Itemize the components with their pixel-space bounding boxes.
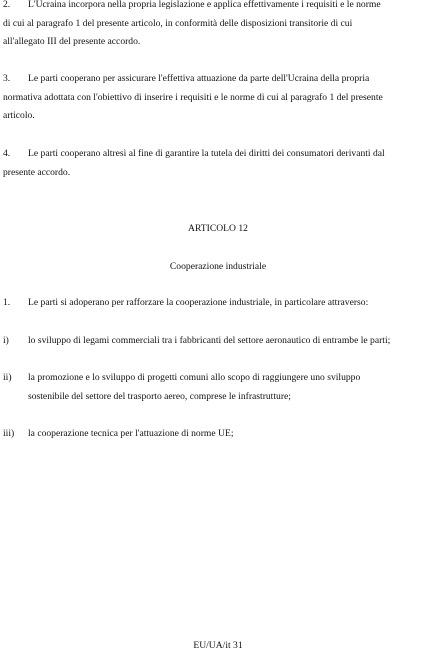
paragraph-line: Le parti cooperano per assicurare l'effettiva attuazione da parte dell'Ucraina della propria [28,73,370,84]
paragraph-3 [3,70,431,126]
paragraph-number: 3. [3,73,11,84]
list-item-label: iii) [3,428,15,439]
list-item-line: la promozione e lo sviluppo di progetti comuni allo scopo di raggiungere uno sviluppo [28,372,361,383]
list-item-line: sostenibile del settore del trasporto aereo, comprese le infrastrutture; [28,390,291,402]
list-item-line: lo sviluppo di legami commerciali tra i fabbricanti del settore aeronautico di entrambe le parti; [28,335,391,346]
paragraph-line: normativa adottata con l'obiettivo di inserire i requisiti e le norme di cui al paragrafo 1 del presente [3,91,383,103]
article-subtitle: Cooperazione industriale [169,261,267,272]
paragraph-line: articolo. [3,110,35,121]
paragraph-line: all'allegato III del presente accordo. [3,36,141,47]
paragraph-line: presente accordo. [3,166,71,178]
article-title: ARTICOLO 12 [188,223,248,234]
paragraph-line: Le parti cooperano altresì al fine di garantire la tutela dei diritti dei consumatori derivanti dal [28,148,385,159]
paragraph-2 [3,0,431,52]
paragraph-number: 1. [3,297,11,308]
paragraph-4 [3,145,431,182]
paragraph-line: Le parti si adoperano per rafforzare la cooperazione industriale, in particolare attraverso: [28,297,369,308]
list-item-label: i) [3,335,9,346]
paragraph-1 [3,294,431,313]
page-footer-reference: EU/UA/it 31 [193,640,243,651]
paragraph-line: di cui al paragrafo 1 del presente articolo, in conformità delle disposizioni transitorie di cui [3,17,353,29]
paragraph-number: 2. [3,0,11,10]
paragraph-number: 4. [3,148,11,159]
list-item-line: la cooperazione tecnica per l'attuazione di norme UE; [28,428,234,439]
list-item-label: ii) [3,372,12,383]
paragraph-line: L'Ucraina incorpora nella propria legislazione e applica effettivamente i requisiti e le norme [28,0,381,10]
